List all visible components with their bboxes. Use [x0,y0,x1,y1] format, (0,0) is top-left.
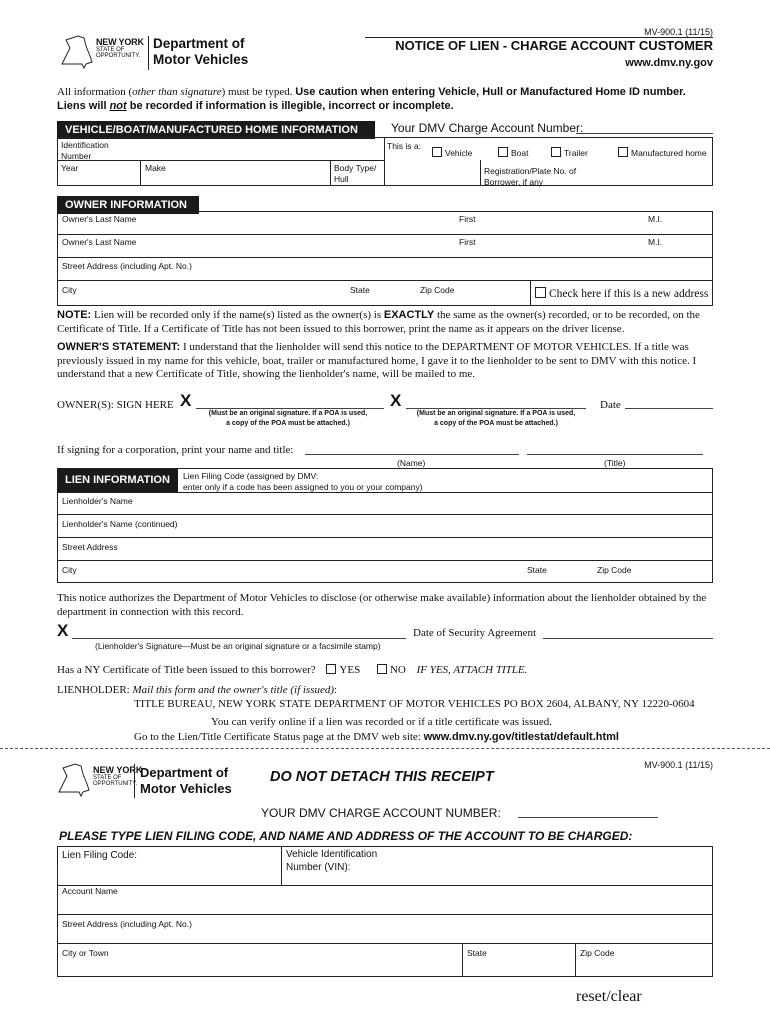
this-is-a-label: This is a: [387,141,422,151]
reset-clear-button[interactable]: reset/clear [576,988,642,1005]
mail-address: TITLE BUREAU, NEW YORK STATE DEPARTMENT OF MOTOR VEHICLES PO BOX 2604, ALBANY, NY 12220-0604 [134,698,695,710]
trailer-checkbox[interactable] [551,147,561,157]
receipt-logo-state-sub1: STATE OF [93,775,122,781]
receipt-account-label: YOUR DMV CHARGE ACCOUNT NUMBER: [261,806,501,820]
owner-last-name-2[interactable]: Owner's Last Name [62,237,137,247]
receipt-city[interactable]: City or Town [62,948,109,958]
lienholder-name-continued[interactable]: Lienholder's Name (continued) [62,519,178,529]
note-text: NOTE: Lien will be recorded only if the name(s) listed as the owner(s) is EXACTLY the same as the owner(s) recorded, or to be recorded, on the Certificate of Title. If a Certificate of Title has not been issued to this borrower, print the name as it appears on the driver license. [57,309,700,335]
receipt-account-field[interactable] [518,817,658,818]
owner-last-name-1[interactable]: Owner's Last Name [62,214,137,224]
receipt-logo-dept-1: Department of [140,765,229,780]
title-no-option[interactable]: NO [377,664,406,676]
receipt-street[interactable]: Street Address (including Apt. No.) [62,919,192,929]
lien-filing-code-label[interactable]: Lien Filing Code (assigned by DMV: enter only if a code has been assigned to you or your company) [183,471,423,492]
corporation-name-field[interactable] [305,454,519,455]
verify-text: You can verify online if a lien was recorded or if a title certificate was issued. [211,716,552,728]
lienholder-signature-x: X [57,621,69,640]
receipt-logo-state-sub2: OPPORTUNITY. [93,781,138,787]
owner-street[interactable]: Street Address (including Apt. No.) [62,261,192,271]
id-number-label: Identification Number [61,140,109,161]
owner-date-field[interactable] [625,408,713,409]
new-york-state-map-icon [60,34,94,70]
lienholder-name[interactable]: Lienholder's Name [62,496,133,506]
receipt-dmv-logo [57,762,257,802]
make-label: Make [145,163,166,173]
boat-checkbox[interactable] [498,147,508,157]
boat-option[interactable]: Boat [498,147,529,158]
logo-state-sub2: OPPORTUNITY. [96,53,141,59]
authorization-text: This notice authorizes the Department of Motor Vehicles to disclose (or otherwise make available) information about the lienholder obtained by the department in connection with this record. [57,592,707,618]
id-number-field[interactable] [120,139,382,159]
charge-account-field[interactable] [576,133,713,134]
titlestat-link[interactable]: www.dmv.ny.gov/titlestat/default.html [423,731,619,743]
owner-section-header: OWNER INFORMATION [57,196,199,214]
receipt-new-york-state-map-icon [57,762,91,798]
new-address-checkbox[interactable] [535,287,546,298]
owners-sign-label: OWNER(S): SIGN HERE [57,399,174,411]
body-type-label: Body Type/ Hull [334,163,377,184]
mail-instructions: LIENHOLDER: Mail this form and the owner's title (if issued): [57,684,338,696]
lien-city[interactable]: City [62,565,77,575]
new-address-option[interactable]: Check here if this is a new address [535,287,708,300]
lienholder-signature-caption: (Lienholder's Signature—Must be an original signature or a facsimile stamp) [95,641,381,651]
owner-first-1[interactable]: First [459,214,476,224]
vehicle-section-header: VEHICLE/BOAT/MANUFACTURED HOME INFORMATION [57,121,375,139]
manufactured-home-checkbox[interactable] [618,147,628,157]
logo-state: NEW YORK [96,37,144,47]
website: www.dmv.ny.gov [625,57,713,69]
dmv-logo [60,34,260,74]
receipt-instructions: PLEASE TYPE LIEN FILING CODE, AND NAME AND ADDRESS OF THE ACCOUNT TO BE CHARGED: [59,829,633,843]
title-no-checkbox[interactable] [377,664,387,674]
title-yes-option[interactable]: YES [326,664,360,676]
receipt-vin[interactable]: Vehicle Identification Number (VIN): [286,849,378,873]
lien-state[interactable]: State [527,565,547,575]
owner-signature-note-2: (Must be an original signature. If a POA is used, a copy of the POA must be attached.) [416,410,576,427]
owner-mi-1[interactable]: M.I. [648,214,663,224]
corporation-label: If signing for a corporation, print your name and title: [57,444,294,456]
logo-dept-2: Motor Vehicles [153,52,249,67]
receipt-logo-divider [134,764,135,798]
corp-name-caption: (Name) [397,458,426,468]
vehicle-option[interactable]: Vehicle [432,147,472,158]
tear-line [0,748,770,749]
receipt-form-number: MV-900.1 (11/15) [644,760,713,770]
owner-zip[interactable]: Zip Code [420,285,455,295]
owner-signature-note-1: (Must be an original signature. If a POA is used, a copy of the POA must be attached.) [208,410,368,427]
intro-text: All information (other than signature) must be typed. Use caution when entering Vehicle, Hull or Manufactured Home ID number. Liens will not be recorded if information is illegible, incorrect or incomplete. [57,86,686,112]
owner-date-label: Date [600,399,621,411]
logo-divider [148,36,149,70]
corp-title-caption: (Title) [604,458,626,468]
receipt-lien-code[interactable]: Lien Filing Code: [62,850,138,861]
manufactured-home-option[interactable]: Manufactured home [618,147,707,158]
owner-city[interactable]: City [62,285,77,295]
page-title: NOTICE OF LIEN - CHARGE ACCOUNT CUSTOMER [395,38,713,53]
receipt-account-name[interactable]: Account Name [62,886,118,896]
vehicle-checkbox[interactable] [432,147,442,157]
receipt-state[interactable]: State [467,948,487,958]
security-agreement-date-label: Date of Security Agreement [413,627,537,639]
owner-mi-2[interactable]: M.I. [648,237,663,247]
owner-signature-x-2: X [390,391,402,410]
form-number: MV-900.1 (11/15) [644,27,713,37]
do-not-detach: DO NOT DETACH THIS RECEIPT [270,769,494,785]
title-question: Has a NY Certificate of Title been issued to this borrower? YES NO IF YES, ATTACH TITLE. [57,664,528,676]
logo-state-sub1: STATE OF [96,47,125,53]
trailer-option[interactable]: Trailer [551,147,588,158]
owner-statement: OWNER'S STATEMENT: I understand that the lienholder will send this notice to the DEPARTMENT OF MOTOR VEHICLES. If a title was previously issued in my name for this vehicle, boat, trailer or manufactured home, I gave it to the lienholder to be sent to DMV with this notice. I understand that a new Certificate of Title, showing the lienholder's name, will be mailed to me. [57,341,697,380]
owner-first-2[interactable]: First [459,237,476,247]
owner-signature-x-1: X [180,391,192,410]
security-agreement-date-field[interactable] [543,638,713,639]
logo-dept-1: Department of [153,36,245,51]
goto-text: Go to the Lien/Title Certificate Status page at the DMV web site: www.dmv.ny.gov/titlestat/default.html [134,731,619,743]
charge-account-label: Your DMV Charge Account Number: [391,121,584,135]
receipt-logo-dept-2: Motor Vehicles [140,781,232,796]
reg-plate-label: Registration/Plate No. of Borrower, if any [484,166,577,187]
lien-zip[interactable]: Zip Code [597,565,632,575]
receipt-logo-state: NEW YORK [93,765,143,775]
lienholder-signature-field[interactable] [72,638,406,639]
title-yes-checkbox[interactable] [326,664,336,674]
lien-street-address[interactable]: Street Address [62,542,118,552]
owner-state[interactable]: State [350,285,370,295]
year-label: Year [61,163,79,173]
corporation-title-field[interactable] [527,454,703,455]
lien-section-header: LIEN INFORMATION [57,468,178,492]
receipt-zip[interactable]: Zip Code [580,948,615,958]
